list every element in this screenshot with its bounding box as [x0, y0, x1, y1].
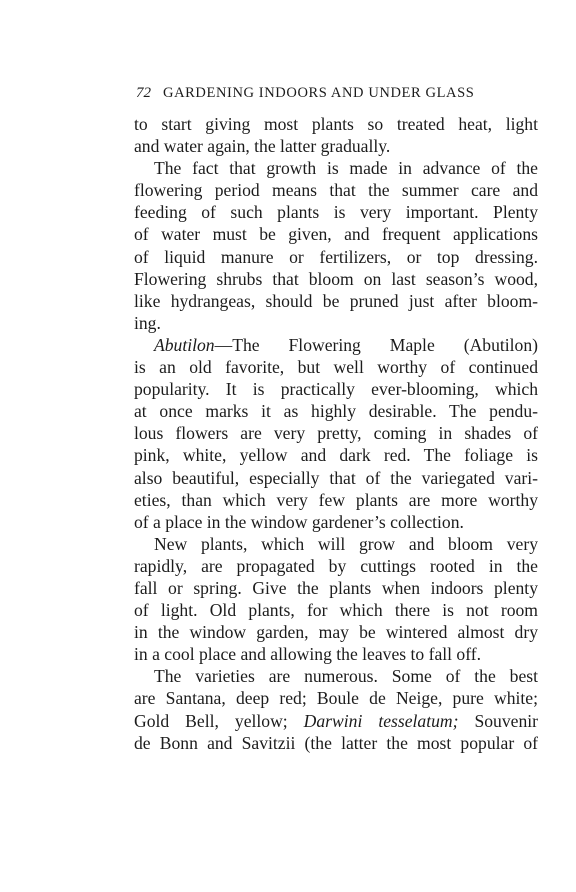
darwini-term: Darwini tesselatum; [303, 710, 459, 731]
text-line: de Bonn and Savitzii (the latter the most popular of [134, 732, 538, 753]
text-line: pink, white, yellow and dark red. The foliage is [134, 445, 538, 466]
text-line: in the window garden, may be wintered almost dry [134, 622, 538, 643]
text-line: ing. [134, 312, 161, 333]
page-number: 72 [136, 85, 151, 101]
text-line: The varieties are numerous. Some of the best [154, 666, 538, 687]
running-head-title: GARDENING INDOORS AND UNDER GLASS [163, 85, 475, 101]
text-line: flowering period means that the summer care and [134, 180, 538, 201]
text-line: like hydrangeas, should be pruned just after bloom- [134, 290, 538, 311]
text-line: and water again, the latter gradually. [134, 136, 391, 157]
text-line: The fact that growth is made in advance of the [154, 158, 538, 179]
text-line: lous flowers are very pretty, coming in shades of [134, 423, 538, 444]
text-line: fall or spring. Give the plants when indoors plenty [134, 577, 538, 598]
text-line: of light. Old plants, for which there is not room [134, 600, 538, 621]
text-line: feeding of such plants is very important. Plenty [134, 202, 538, 223]
text-line-abutilon [134, 334, 538, 356]
text-line-darwini [134, 710, 538, 732]
text-line: eties, than which very few plants are more worthy [134, 489, 538, 510]
text-line: popularity. It is practically ever-blooming, which [134, 379, 538, 400]
text-line-end: Souvenir [458, 710, 538, 731]
text-line: to start giving most plants so treated heat, light [134, 114, 538, 134]
text-line: of a place in the window gardener’s collection. [134, 511, 464, 532]
text-line: of liquid manure or fertilizers, or top dressing. [134, 246, 538, 267]
text-line: in a cool place and allowing the leaves to fall off. [134, 644, 482, 665]
text-line: are Santana, deep red; Boule de Neige, pure white; [134, 688, 538, 709]
text-line: of water must be given, and frequent applications [134, 224, 538, 245]
text-line-start: Gold Bell, yellow; [134, 710, 304, 731]
text-line: also beautiful, especially that of the variegated vari- [134, 467, 538, 488]
body-text [134, 113, 538, 754]
text-line: is an old favorite, but well worthy of continued [134, 357, 538, 378]
abutilon-heading: Abutilon [154, 334, 215, 355]
text-line: New plants, which will grow and bloom very [154, 533, 538, 554]
text-line: rapidly, are propagated by cuttings rooted in the [134, 555, 538, 576]
text-line: at once marks it as highly desirable. The pendu- [134, 401, 538, 422]
text-line-rest: —The Flowering Maple (Abutilon) [214, 334, 538, 355]
running-head [136, 85, 536, 107]
text-line: Flowering shrubs that bloom on last season’s wood, [134, 268, 538, 289]
